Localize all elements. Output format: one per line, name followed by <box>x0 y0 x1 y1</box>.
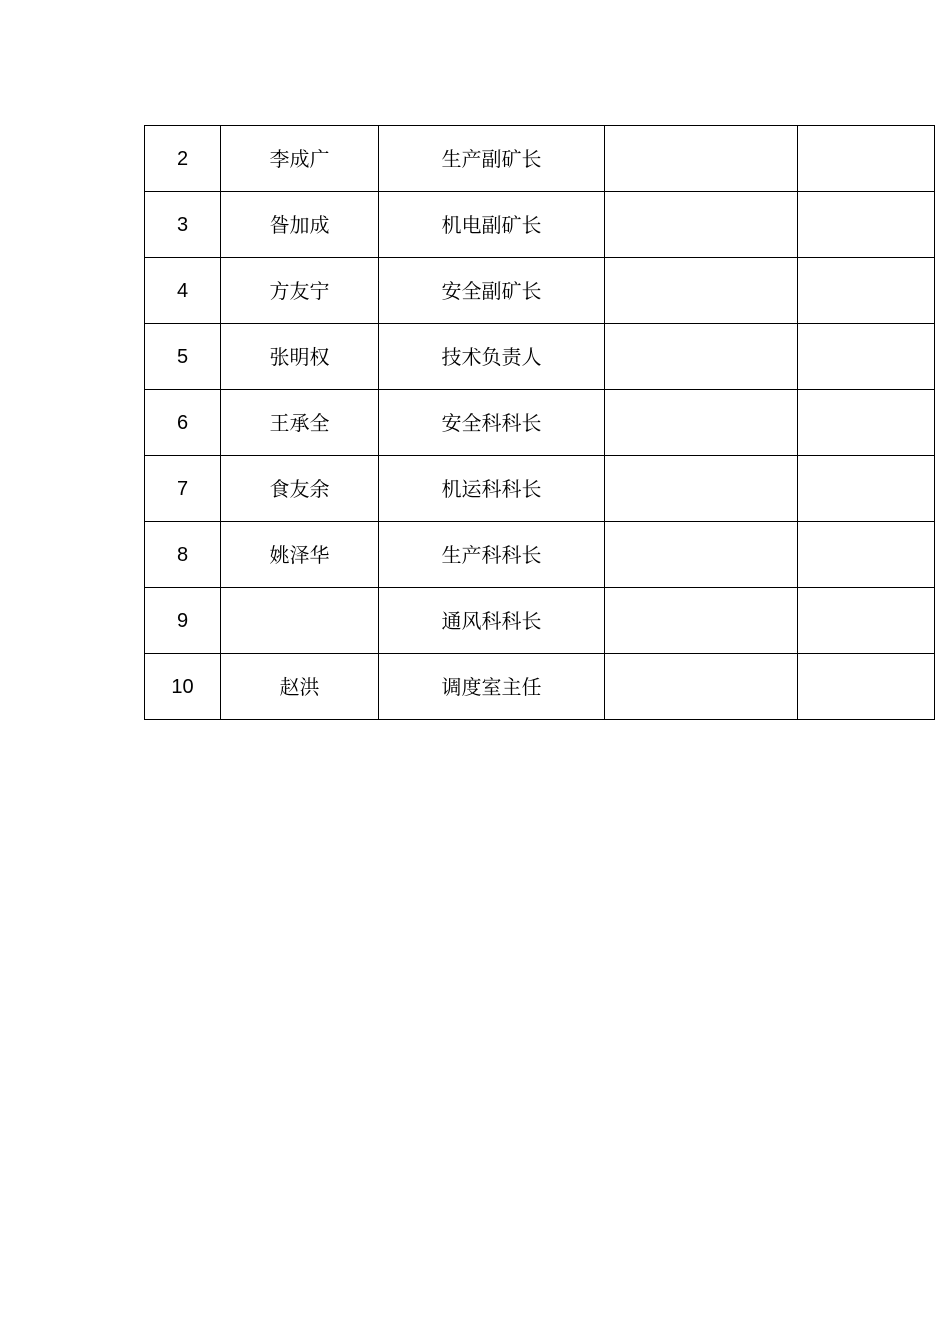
row-number-cell: 8 <box>145 522 221 588</box>
name-cell: 王承全 <box>221 390 379 456</box>
table-row <box>145 522 935 588</box>
blank-cell <box>798 192 935 258</box>
position-cell: 调度室主任 <box>379 654 605 720</box>
position-cell: 安全副矿长 <box>379 258 605 324</box>
blank-cell <box>605 588 798 654</box>
position-cell: 生产科科长 <box>379 522 605 588</box>
table-row <box>145 324 935 390</box>
position-cell: 机运科科长 <box>379 456 605 522</box>
blank-cell <box>605 192 798 258</box>
blank-cell <box>605 654 798 720</box>
table-row <box>145 126 935 192</box>
name-cell: 赵洪 <box>221 654 379 720</box>
blank-cell <box>798 126 935 192</box>
table-row <box>145 258 935 324</box>
blank-cell <box>605 522 798 588</box>
row-number-cell: 2 <box>145 126 221 192</box>
blank-cell <box>605 390 798 456</box>
position-cell: 通风科科长 <box>379 588 605 654</box>
name-cell: 李成广 <box>221 126 379 192</box>
position-cell: 机电副矿长 <box>379 192 605 258</box>
table-row <box>145 456 935 522</box>
blank-cell <box>798 654 935 720</box>
blank-cell <box>798 390 935 456</box>
row-number-cell: 3 <box>145 192 221 258</box>
blank-cell <box>798 258 935 324</box>
blank-cell <box>798 588 935 654</box>
row-number-cell: 6 <box>145 390 221 456</box>
table-row <box>145 192 935 258</box>
position-cell: 安全科科长 <box>379 390 605 456</box>
personnel-table-body <box>145 126 935 720</box>
blank-cell <box>605 456 798 522</box>
blank-cell <box>605 258 798 324</box>
name-cell <box>221 588 379 654</box>
position-cell: 生产副矿长 <box>379 126 605 192</box>
table-row <box>145 390 935 456</box>
row-number-cell: 5 <box>145 324 221 390</box>
row-number-cell: 4 <box>145 258 221 324</box>
row-number-cell: 9 <box>145 588 221 654</box>
table-row <box>145 654 935 720</box>
name-cell: 姚泽华 <box>221 522 379 588</box>
blank-cell <box>605 126 798 192</box>
position-cell: 技术负责人 <box>379 324 605 390</box>
table-row <box>145 588 935 654</box>
name-cell: 方友宁 <box>221 258 379 324</box>
name-cell: 昝加成 <box>221 192 379 258</box>
personnel-table <box>144 125 935 720</box>
blank-cell <box>605 324 798 390</box>
row-number-cell: 7 <box>145 456 221 522</box>
blank-cell <box>798 324 935 390</box>
blank-cell <box>798 456 935 522</box>
blank-cell <box>798 522 935 588</box>
name-cell: 张明权 <box>221 324 379 390</box>
row-number-cell: 10 <box>145 654 221 720</box>
name-cell: 食友余 <box>221 456 379 522</box>
